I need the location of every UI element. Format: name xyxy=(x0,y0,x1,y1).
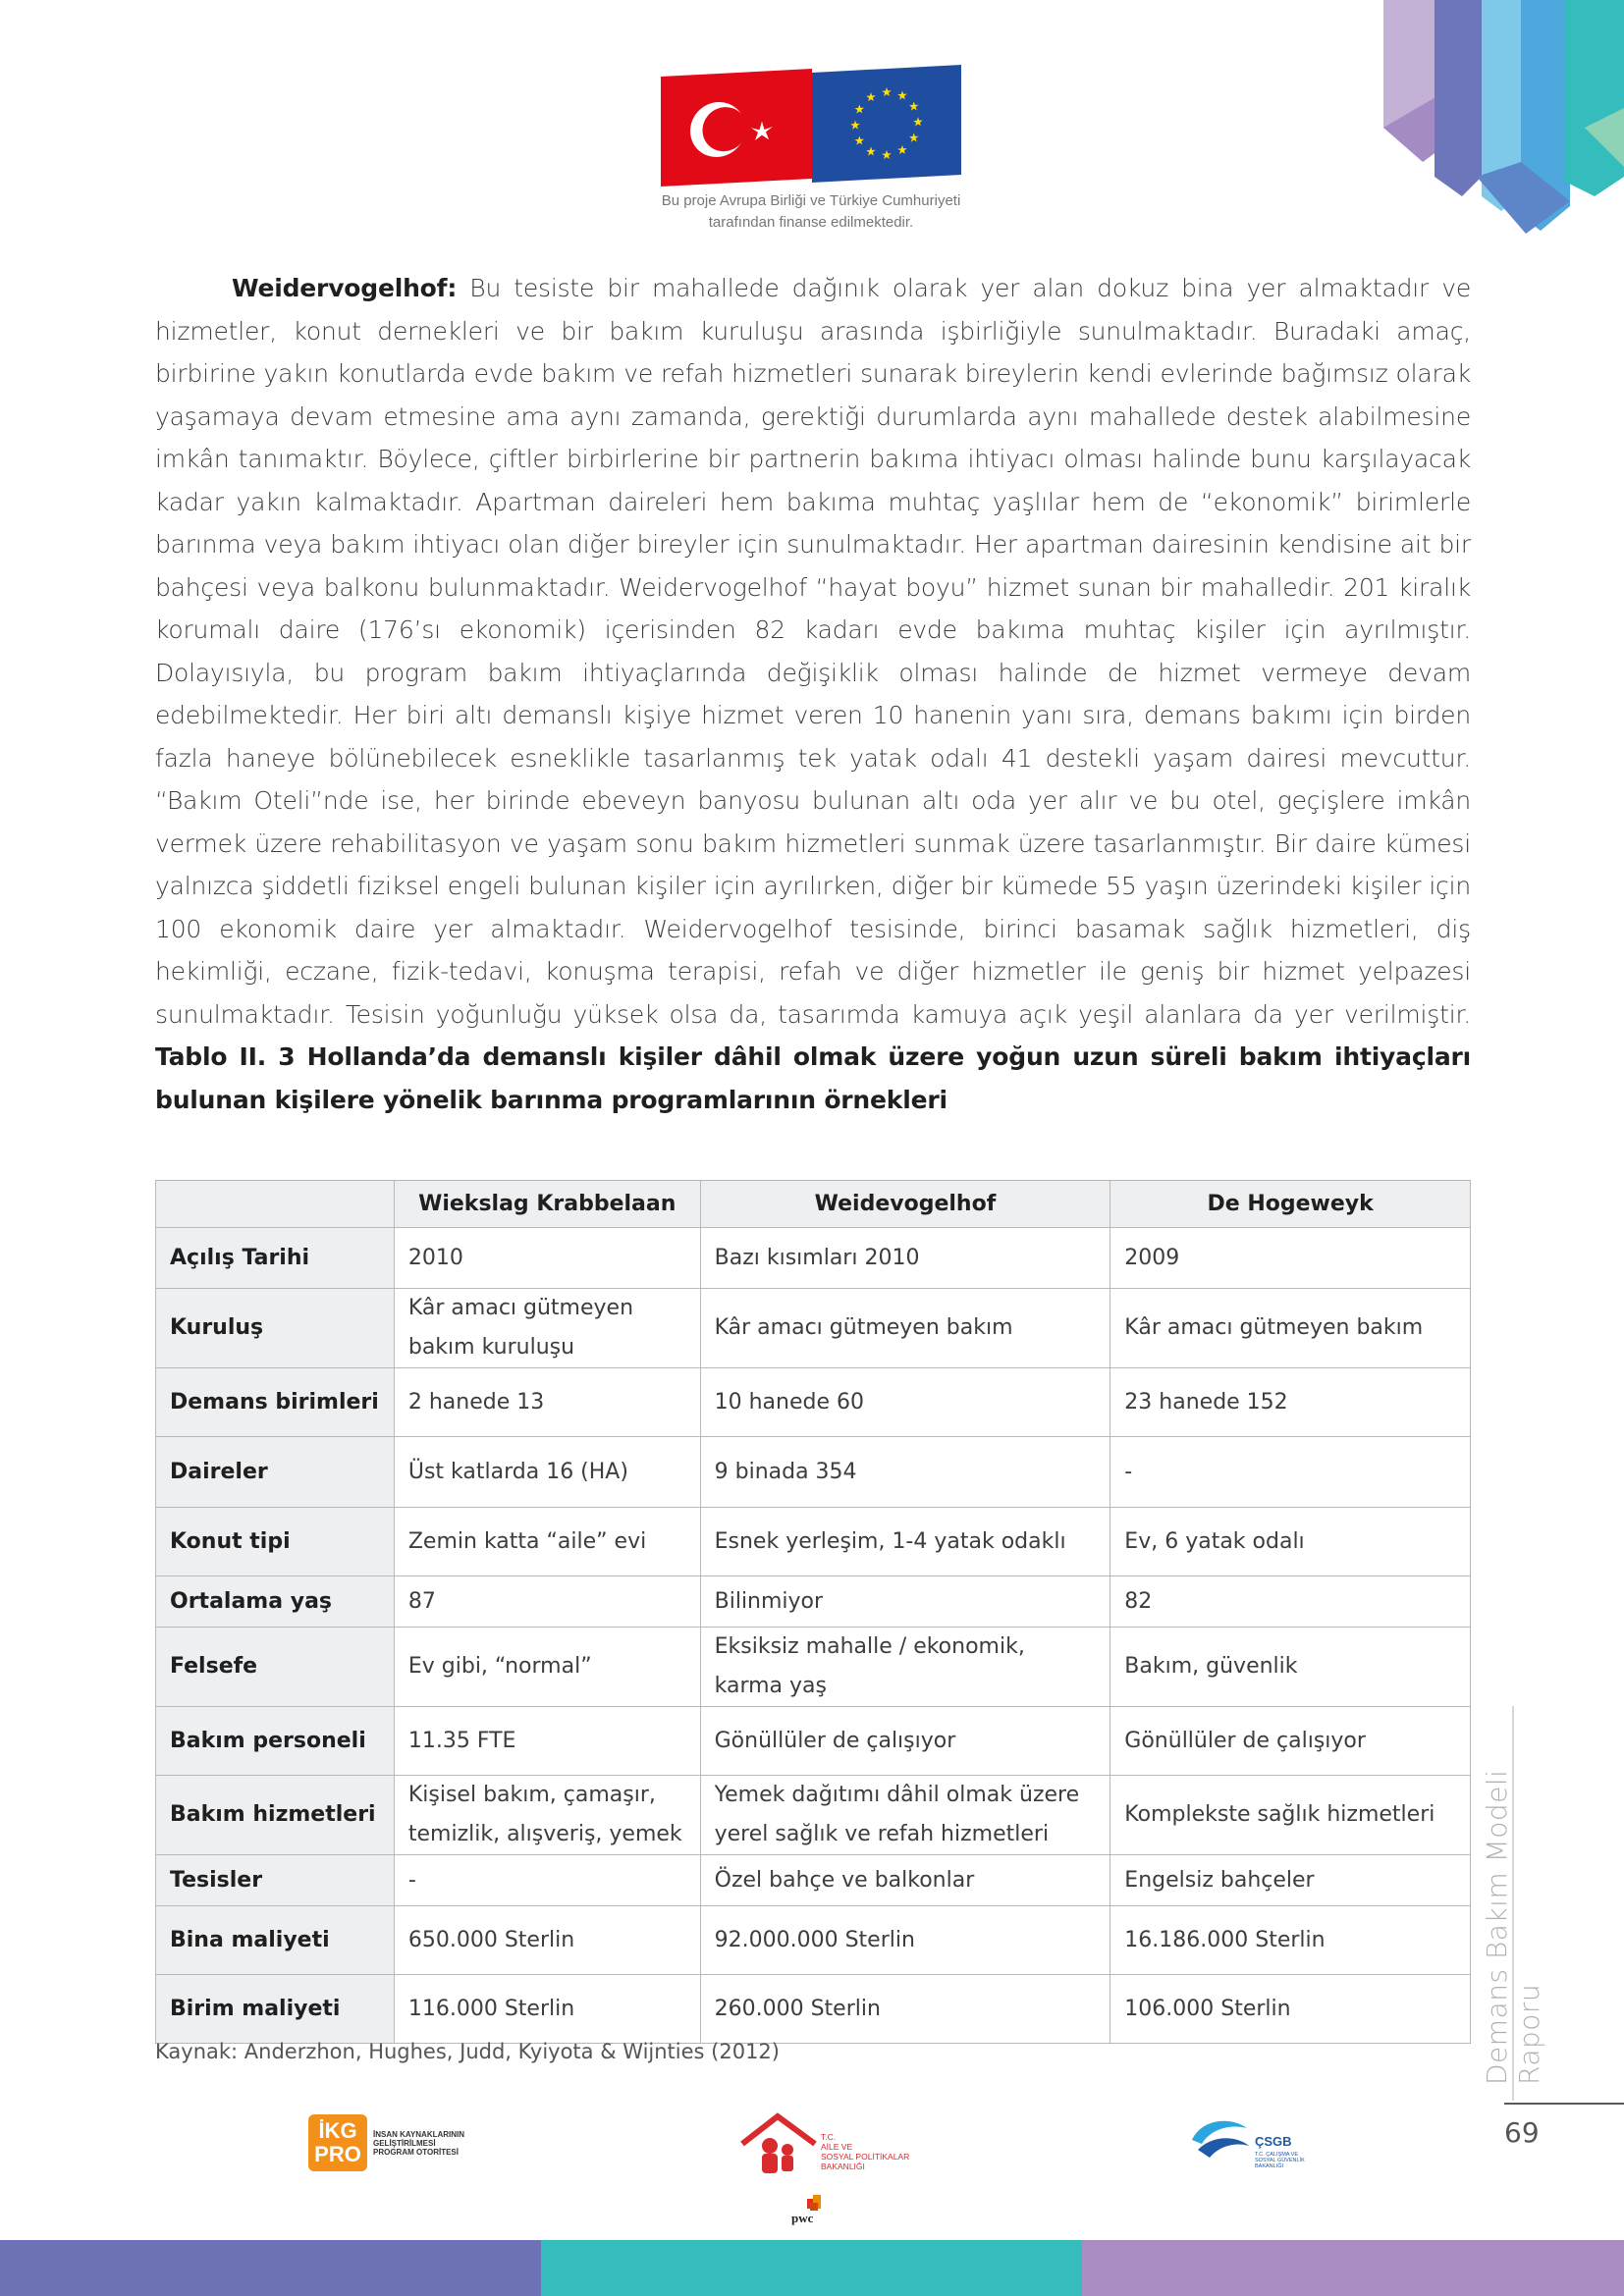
report-side-title: Demans Bakım Modeli Raporu xyxy=(1481,1769,1545,2085)
table-cell: Özel bahçe ve balkonlar xyxy=(700,1855,1110,1906)
pwc-logo xyxy=(789,2195,829,2228)
row-header: Kuruluş xyxy=(156,1289,395,1368)
row-header: Ortalama yaş xyxy=(156,1576,395,1628)
table-cell: 2010 xyxy=(394,1228,700,1289)
table-row xyxy=(156,1975,1471,2044)
eu-star-icon xyxy=(882,87,892,97)
table-row xyxy=(156,1228,1471,1289)
body-paragraph xyxy=(155,267,1471,1121)
eu-flag-icon xyxy=(812,65,961,183)
csgb-subtext: T.C. ÇALIŞMA VE SOSYAL GÜVENLİK BAKANLIĞI xyxy=(1255,2152,1305,2169)
row-header: Birim maliyeti xyxy=(156,1975,395,2044)
table-row xyxy=(156,1628,1471,1707)
table-cell: 650.000 Sterlin xyxy=(394,1906,700,1975)
table-cell: Komplekste sağlık hizmetleri xyxy=(1110,1776,1471,1855)
table-cell: 82 xyxy=(1110,1576,1471,1628)
row-header: Konut tipi xyxy=(156,1508,395,1576)
funding-flags xyxy=(661,69,961,183)
table-row xyxy=(156,1437,1471,1508)
table-cell: Yemek dağıtımı dâhil olmak üzere yerel sağlık ve refah hizmetleri xyxy=(700,1776,1110,1855)
funding-note-line-2: tarafından finanse edilmektedir. xyxy=(708,214,914,231)
eu-star-icon xyxy=(855,104,865,113)
eu-star-icon xyxy=(855,135,865,144)
table-cell: Kâr amacı gütmeyen bakım kuruluşu xyxy=(394,1289,700,1368)
table-cell: 16.186.000 Sterlin xyxy=(1110,1906,1471,1975)
row-header: Daireler xyxy=(156,1437,395,1508)
eu-star-icon xyxy=(850,120,860,130)
table-cell: 106.000 Sterlin xyxy=(1110,1975,1471,2044)
ikg-pro-mark: İKG PRO xyxy=(308,2114,367,2171)
table-cell: Ev, 6 yatak odalı xyxy=(1110,1508,1471,1576)
eu-star-icon xyxy=(897,90,907,100)
turkey-flag-icon xyxy=(661,69,812,187)
row-header: Felsefe xyxy=(156,1628,395,1707)
eu-star-icon xyxy=(897,145,907,155)
table-cell: - xyxy=(1110,1437,1471,1508)
table-row xyxy=(156,1368,1471,1437)
ikg-pro-text: İNSAN KAYNAKLARININ GELİŞTİRİLMESİ PROGRAM OTORİTESİ xyxy=(373,2130,465,2157)
table-cell: 92.000.000 Sterlin xyxy=(700,1906,1110,1975)
asp-ministry-logo xyxy=(736,2110,910,2179)
table-cell: Gönüllüler de çalışıyor xyxy=(1110,1707,1471,1776)
table-cell: Kişisel bakım, çamaşır, temizlik, alışveriş, yemek xyxy=(394,1776,700,1855)
footer-bar-teal xyxy=(541,2240,1082,2296)
table-cell: Bakım, güvenlik xyxy=(1110,1628,1471,1707)
source-note: Kaynak: Anderzhon, Hughes, Judd, Kyiyota & Wijnties (2012) xyxy=(155,2040,780,2063)
table-row xyxy=(156,1576,1471,1628)
footer-bar-lilac xyxy=(1082,2240,1624,2296)
row-header: Demans birimleri xyxy=(156,1368,395,1437)
row-header: Bina maliyeti xyxy=(156,1906,395,1975)
column-header: De Hogeweyk xyxy=(1110,1181,1471,1228)
row-header: Açılış Tarihi xyxy=(156,1228,395,1289)
pwc-wordmark: pwc xyxy=(791,2211,814,2225)
column-header: Wiekslag Krabbelaan xyxy=(394,1181,700,1228)
paragraph-lead: Weidervogelhof: xyxy=(232,274,458,302)
corner-decoration xyxy=(1383,0,1624,236)
table-header-row xyxy=(156,1181,1471,1228)
table-cell: Kâr amacı gütmeyen bakım xyxy=(700,1289,1110,1368)
table-header-corner xyxy=(156,1181,395,1228)
eu-star-icon xyxy=(882,150,892,160)
table-cell: Engelsiz bahçeler xyxy=(1110,1855,1471,1906)
asp-house-icon xyxy=(736,2110,821,2179)
eu-star-icon xyxy=(913,117,923,127)
footer-bar-purple xyxy=(0,2240,541,2296)
row-header: Tesisler xyxy=(156,1855,395,1906)
ikg-pro-logo xyxy=(308,2112,475,2175)
column-header: Weidevogelhof xyxy=(700,1181,1110,1228)
table-cell: 116.000 Sterlin xyxy=(394,1975,700,2044)
page-number-rule xyxy=(1504,2103,1624,2105)
csgb-swirl-icon xyxy=(1188,2114,1253,2162)
asp-ministry-text: T.C. AİLE VE SOSYAL POLİTİKALAR BAKANLIĞI xyxy=(821,2132,910,2171)
table-title: Tablo II. 3 Hollanda’da demanslı kişiler dâhil olmak üzere yoğun uzun süreli bakım ihtiyaçları bulunan kişilere yönelik barınma programlarının örnekleri xyxy=(155,1042,1471,1114)
table-cell: Gönüllüler de çalışıyor xyxy=(700,1707,1110,1776)
eu-star-icon xyxy=(866,92,876,102)
table-cell: Üst katlarda 16 (HA) xyxy=(394,1437,700,1508)
csgb-wordmark: ÇSGB xyxy=(1255,2134,1292,2149)
table-cell: Eksiksiz mahalle / ekonomik, karma yaş xyxy=(700,1628,1110,1707)
table-cell: 9 binada 354 xyxy=(700,1437,1110,1508)
table-cell: 87 xyxy=(394,1576,700,1628)
table-cell: 2009 xyxy=(1110,1228,1471,1289)
table-row xyxy=(156,1776,1471,1855)
eu-star-icon xyxy=(909,133,919,141)
csgb-logo xyxy=(1188,2114,1326,2173)
table-row xyxy=(156,1707,1471,1776)
row-header: Bakım hizmetleri xyxy=(156,1776,395,1855)
table-cell: 11.35 FTE xyxy=(394,1707,700,1776)
eu-star-icon xyxy=(909,101,919,110)
table-row xyxy=(156,1508,1471,1576)
funding-note-line-1: Bu proje Avrupa Birliği ve Türkiye Cumhuriyeti xyxy=(661,192,961,209)
page-number: 69 xyxy=(1504,2116,1540,2149)
eu-star-icon xyxy=(866,146,876,156)
row-header: Bakım personeli xyxy=(156,1707,395,1776)
table-row xyxy=(156,1855,1471,1906)
table-cell: Ev gibi, “normal” xyxy=(394,1628,700,1707)
table-cell: 260.000 Sterlin xyxy=(700,1975,1110,2044)
table-cell: 10 hanede 60 xyxy=(700,1368,1110,1437)
table-cell: Kâr amacı gütmeyen bakım xyxy=(1110,1289,1471,1368)
paragraph-body: Bu tesiste bir mahallede dağınık olarak yer alan dokuz bina yer almaktadır ve hizmetler, konut dernekleri ve bir bakım kuruluşu arasında işbirliğiyle sunulmaktadır. Buradaki amaç, birbirine yakın konutlarda evde bakım ve refah hizmetleri sunarak bireylerin kendi evlerinde bağımsız olarak yaşamaya devam etmesine ama aynı zamanda, gerektiği durumlarda aynı mahallede destek alabilmesine imkân tanımaktır. Böylece, çiftler birbirlerine bir partnerin bakıma ihtiyacı olması halinde bunu karşılayacak kadar yakın kalmaktadır. Apartman daireleri hem bakıma muhtaç yaşlılar hem de “ekonomik” birimlerle barınma veya bakım ihtiyacı olan diğer bireyler için sunulmaktadır. Her apartman dairesinin kendisine ait bir bahçesi veya balkonu bulunmaktadır. Weidervogelhof “hayat boyu” hizmet sunan bir mahalledir. 201 kiralık korumalı daire (176’sı ekonomik) içerisinden 82 kadarı evde bakıma muhtaç kişiler için ayrılmıştır. Dolayısıyla, bu program bakım ihtiyaçlarında değişiklik olması halinde de hizmet vermeye devam edebilmektedir. Her biri altı demanslı kişiye hizmet veren 10 hanenin yanı sıra, demans bakımı için birden fazla haneye bölünebilecek esneklikle tasarlanmış tek yatak odalı 41 destekli yaşam dairesi mevcuttur. “Bakım Oteli”nde ise, her birinde ebeveyn banyosu bulunan altı oda yer alır ve bu otel, geçişlere imkân vermek üzere rehabilitasyon ve yaşam sonu bakım hizmetleri sunmak üzere tasarlanmıştır. Bir daire kümesi yalnızca şiddetli fiziksel engeli bulunan kişiler için ayrılırken, diğer bir kümede 55 yaşın üzerindeki kişiler için 100 ekonomik daire yer almaktadır. Weidervogelhof tesisinde, birinci basamak sağlık hizmetleri, diş hekimliği, eczane, fizik-tedavi, konuşma terapisi, refah ve diğer hizmetler ile geniş bir hizmet yelpazesi sunulmaktadır. Tesisin yoğunluğu yüksek olsa da, tasarımda kamuya açık yeşil alanlara da yer verilmiştir. xyxy=(155,274,1471,1029)
table-cell: - xyxy=(394,1855,700,1906)
table-cell: Esnek yerleşim, 1-4 yatak odaklı xyxy=(700,1508,1110,1576)
comparison-table xyxy=(155,1180,1471,2044)
table-cell: Bilinmiyor xyxy=(700,1576,1110,1628)
table-cell: 2 hanede 13 xyxy=(394,1368,700,1437)
table-row xyxy=(156,1906,1471,1975)
table-cell: Zemin katta “aile” evi xyxy=(394,1508,700,1576)
table-row xyxy=(156,1289,1471,1368)
table-cell: Bazı kısımları 2010 xyxy=(700,1228,1110,1289)
table-cell: 23 hanede 152 xyxy=(1110,1368,1471,1437)
funding-note xyxy=(589,190,1033,234)
